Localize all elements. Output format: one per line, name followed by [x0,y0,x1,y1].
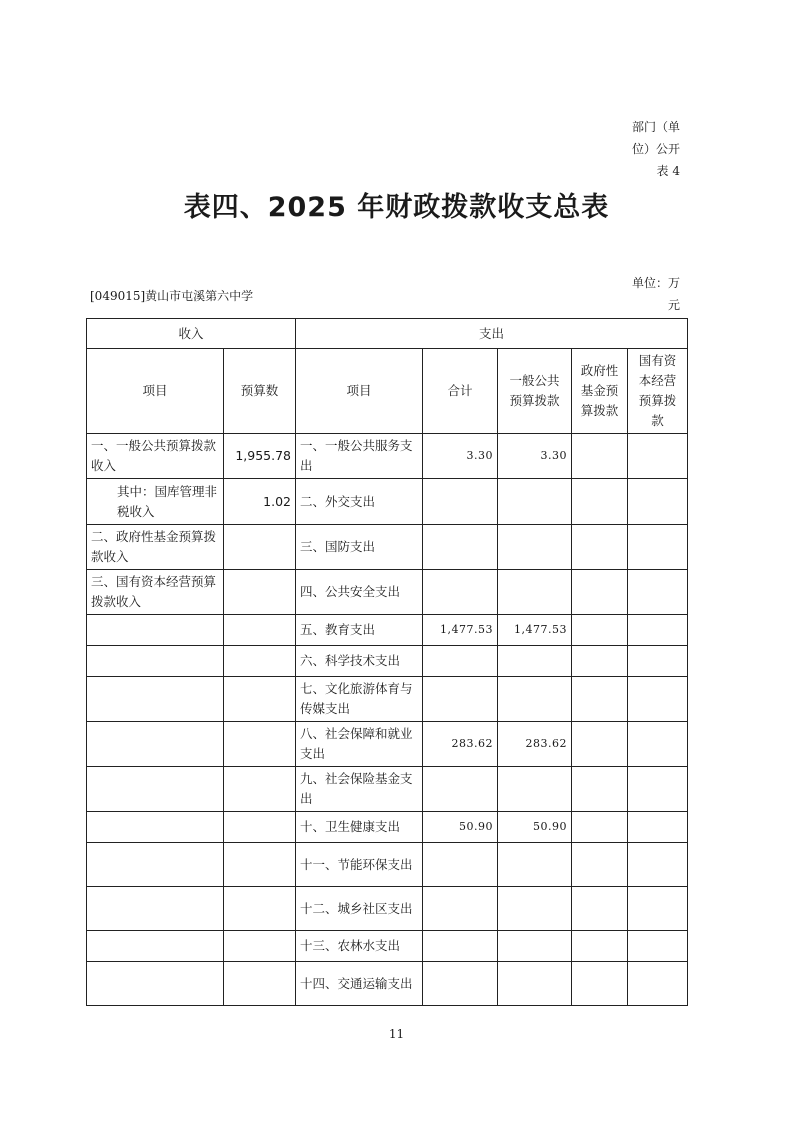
expense-item-cell: 八、社会保障和就业支出 [296,722,423,767]
income-item-cell [87,615,224,646]
expense-general-cell [498,931,572,962]
header-total: 合计 [423,349,498,434]
table-row [87,722,688,767]
income-value-cell [224,812,296,843]
expense-general-cell [498,646,572,677]
expense-state-capital-cell [628,646,688,677]
expense-general-cell: 3.30 [498,434,572,479]
expense-total-cell: 3.30 [423,434,498,479]
table-row [87,843,688,887]
expense-total-cell: 50.90 [423,812,498,843]
expense-state-capital-cell [628,434,688,479]
expense-total-cell [423,843,498,887]
income-value-cell: 1.02 [224,479,296,525]
expense-general-cell [498,767,572,812]
expense-state-capital-cell [628,843,688,887]
table-row [87,570,688,615]
income-value-cell [224,931,296,962]
expense-item-cell: 十、卫生健康支出 [296,812,423,843]
income-item-cell [87,722,224,767]
income-value-cell [224,570,296,615]
expense-item-cell: 一、一般公共服务支出 [296,434,423,479]
expense-item-cell: 十三、农林水支出 [296,931,423,962]
expense-item-cell: 七、文化旅游体育与传媒支出 [296,677,423,722]
expense-gov-fund-cell [572,570,628,615]
income-value-cell [224,962,296,1006]
expense-total-cell [423,646,498,677]
income-item-cell [87,767,224,812]
income-value-cell: 1,955.78 [224,434,296,479]
budget-table [86,318,688,1006]
unit-label-line1: 单位：万 [631,276,680,290]
income-item-cell: 其中：国库管理非税收入 [87,479,224,525]
expense-state-capital-cell [628,931,688,962]
table-row [87,525,688,570]
expense-total-cell [423,525,498,570]
expense-total-cell [423,479,498,525]
expense-general-cell [498,479,572,525]
expense-gov-fund-cell [572,887,628,931]
income-item-cell: 三、国有资本经营预算拨款收入 [87,570,224,615]
header-row-sub [87,349,688,434]
expense-gov-fund-cell [572,767,628,812]
expense-state-capital-cell [628,887,688,931]
expense-gov-fund-cell [572,646,628,677]
document-code-line1: 部门（单 [631,120,680,134]
document-code-line3: 表 4 [656,164,680,178]
header-gov-fund: 政府性基金预算拨款 [572,349,628,434]
expense-total-cell [423,962,498,1006]
expense-state-capital-cell [628,677,688,722]
expense-total-cell [423,887,498,931]
table-row [87,812,688,843]
expense-general-cell [498,570,572,615]
income-value-cell [224,887,296,931]
income-item-cell [87,962,224,1006]
table-row [87,434,688,479]
expense-state-capital-cell [628,962,688,1006]
header-expense-item: 项目 [296,349,423,434]
expense-gov-fund-cell [572,434,628,479]
expense-state-capital-cell [628,812,688,843]
expense-item-cell: 六、科学技术支出 [296,646,423,677]
income-item-cell [87,812,224,843]
organization-label: [049015]黄山市屯溪第六中学 [90,289,254,303]
expense-item-cell: 二、外交支出 [296,479,423,525]
expense-state-capital-cell [628,570,688,615]
expense-general-cell [498,962,572,1006]
expense-gov-fund-cell [572,615,628,646]
income-value-cell [224,722,296,767]
expense-general-cell [498,677,572,722]
table-row [87,931,688,962]
income-value-cell [224,677,296,722]
header-row-top [87,319,688,349]
expense-total-cell: 283.62 [423,722,498,767]
expense-item-cell: 九、社会保险基金支出 [296,767,423,812]
income-item-cell: 一、一般公共预算拨款收入 [87,434,224,479]
income-item-cell [87,646,224,677]
header-income-item: 项目 [87,349,224,434]
expense-gov-fund-cell [572,962,628,1006]
unit-label-line2: 元 [667,298,680,312]
expense-total-cell [423,931,498,962]
table-row [87,677,688,722]
expense-gov-fund-cell [572,722,628,767]
header-state-capital: 国有资本经营预算拨款 [628,349,688,434]
income-item-cell [87,931,224,962]
income-item-cell [87,887,224,931]
expense-general-cell [498,887,572,931]
expense-total-cell [423,570,498,615]
expense-general-cell [498,525,572,570]
document-code [620,116,680,182]
expense-gov-fund-cell [572,843,628,887]
expense-item-cell: 十二、城乡社区支出 [296,887,423,931]
expense-general-cell [498,843,572,887]
table-row [87,615,688,646]
expense-gov-fund-cell [572,479,628,525]
expense-state-capital-cell [628,615,688,646]
expense-gov-fund-cell [572,677,628,722]
expense-state-capital-cell [628,525,688,570]
expense-gov-fund-cell [572,525,628,570]
header-income: 收入 [87,319,296,349]
expense-gov-fund-cell [572,931,628,962]
income-value-cell [224,646,296,677]
expense-general-cell: 283.62 [498,722,572,767]
table-row [87,479,688,525]
header-expense: 支出 [296,319,688,349]
page-title: 表四、2025 年财政拨款收支总表 [183,192,610,223]
expense-state-capital-cell [628,767,688,812]
income-value-cell [224,767,296,812]
expense-item-cell: 十四、交通运输支出 [296,962,423,1006]
expense-state-capital-cell [628,722,688,767]
expense-item-cell: 四、公共安全支出 [296,570,423,615]
expense-general-cell: 50.90 [498,812,572,843]
expense-total-cell [423,767,498,812]
table-row [87,646,688,677]
expense-general-cell: 1,477.53 [498,615,572,646]
expense-item-cell: 十一、节能环保支出 [296,843,423,887]
unit-label [618,272,680,316]
expense-gov-fund-cell [572,812,628,843]
expense-item-cell: 三、国防支出 [296,525,423,570]
income-value-cell [224,843,296,887]
income-item-cell: 二、政府性基金预算拨款收入 [87,525,224,570]
expense-state-capital-cell [628,479,688,525]
table-row [87,887,688,931]
header-general-budget: 一般公共预算拨款 [498,349,572,434]
income-item-cell [87,677,224,722]
income-value-cell [224,525,296,570]
expense-item-cell: 五、教育支出 [296,615,423,646]
income-value-cell [224,615,296,646]
document-code-line2: 位）公开 [631,142,680,156]
expense-total-cell [423,677,498,722]
table-row [87,962,688,1006]
table-row [87,767,688,812]
page-number: 11 [388,1027,405,1041]
header-income-budget: 预算数 [224,349,296,434]
expense-total-cell: 1,477.53 [423,615,498,646]
income-item-cell [87,843,224,887]
